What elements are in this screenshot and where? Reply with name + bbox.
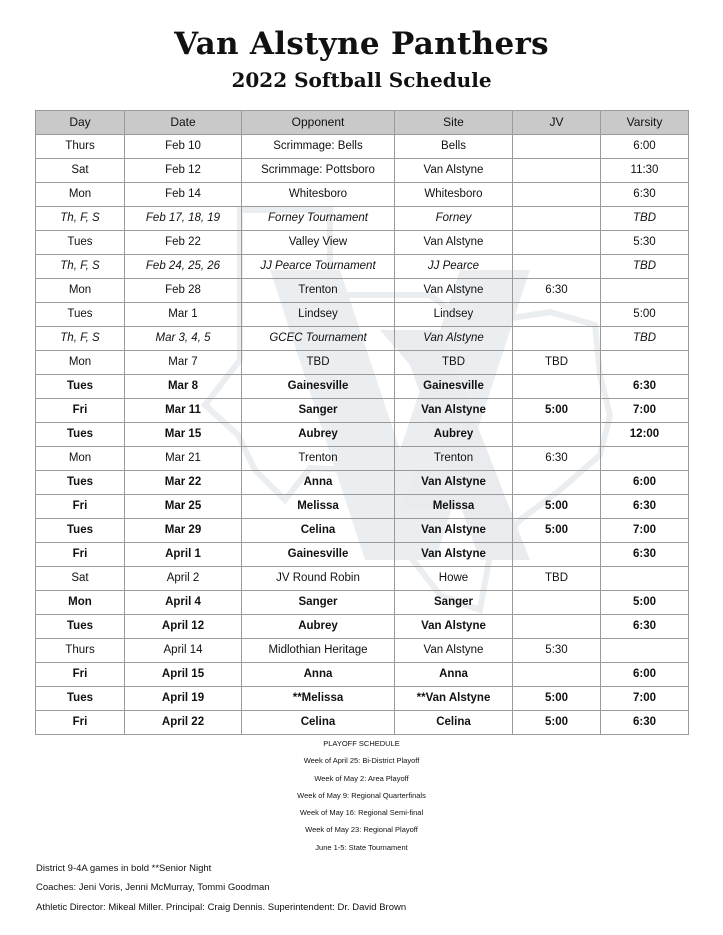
day-cell: Mon [36,183,125,207]
jv-time-cell [513,231,601,255]
site-cell: Van Alstyne [395,639,513,663]
date-cell: April 1 [125,543,242,567]
table-row [36,543,689,567]
coaches-line: Coaches: Jeni Voris, Jenni McMurray, Tommi Goodman [36,882,270,893]
site-cell: TBD [395,351,513,375]
jv-time-cell: 5:00 [513,687,601,711]
jv-time-cell: 5:00 [513,711,601,735]
opponent-cell: GCEC Tournament [242,327,395,351]
varsity-time-cell: 6:00 [601,135,689,159]
day-cell: Tues [36,375,125,399]
varsity-time-cell: 11:30 [601,159,689,183]
opponent-cell: Forney Tournament [242,207,395,231]
site-cell: Trenton [395,447,513,471]
table-row [36,687,689,711]
site-cell: Anna [395,663,513,687]
day-cell: Mon [36,447,125,471]
site-cell: Lindsey [395,303,513,327]
day-cell: Tues [36,303,125,327]
date-cell: Mar 11 [125,399,242,423]
jv-time-cell: 6:30 [513,279,601,303]
varsity-time-cell: 6:00 [601,471,689,495]
varsity-time-cell [601,351,689,375]
jv-time-cell: TBD [513,567,601,591]
date-cell: April 15 [125,663,242,687]
day-cell: Th, F, S [36,255,125,279]
date-cell: Feb 28 [125,279,242,303]
varsity-time-cell: 6:30 [601,183,689,207]
date-cell: Feb 17, 18, 19 [125,207,242,231]
jv-time-cell [513,183,601,207]
varsity-time-cell: 6:00 [601,663,689,687]
table-row [36,495,689,519]
day-cell: Th, F, S [36,327,125,351]
legend-note: District 9-4A games in bold **Senior Night [36,863,212,874]
varsity-time-cell: 5:00 [601,591,689,615]
day-cell: Fri [36,399,125,423]
date-cell: Mar 21 [125,447,242,471]
site-cell: Aubrey [395,423,513,447]
table-row [36,159,689,183]
day-cell: Tues [36,687,125,711]
date-cell: Mar 1 [125,303,242,327]
date-cell: April 19 [125,687,242,711]
jv-time-cell [513,327,601,351]
playoff-item: June 1-5: State Tournament [315,842,408,852]
table-row [36,615,689,639]
varsity-time-cell: 7:00 [601,519,689,543]
site-cell: Forney [395,207,513,231]
administration-line: Athletic Director: Mikeal Miller. Principal: Craig Dennis. Superintendent: Dr. David Brown [36,902,407,913]
jv-time-cell [513,423,601,447]
table-row [36,375,689,399]
opponent-cell: Trenton [242,279,395,303]
date-cell: Mar 29 [125,519,242,543]
page-subtitle: 2022 Softball Schedule [231,68,492,92]
opponent-cell: Anna [242,663,395,687]
date-cell: April 4 [125,591,242,615]
opponent-cell: Gainesville [242,543,395,567]
jv-time-cell [513,255,601,279]
page-title: Van Alstyne Panthers [174,26,549,62]
table-row [36,183,689,207]
varsity-time-cell: 5:30 [601,231,689,255]
varsity-time-cell: 6:30 [601,615,689,639]
varsity-time-cell: 6:30 [601,375,689,399]
table-row [36,447,689,471]
site-cell: Melissa [395,495,513,519]
opponent-cell: Melissa [242,495,395,519]
table-row [36,207,689,231]
opponent-cell: Valley View [242,231,395,255]
date-cell: April 12 [125,615,242,639]
table-row [36,351,689,375]
table-row [36,423,689,447]
day-cell: Thurs [36,135,125,159]
jv-time-cell [513,303,601,327]
varsity-time-cell: TBD [601,255,689,279]
date-cell: April 2 [125,567,242,591]
column-header-date: Date [125,111,242,135]
opponent-cell: **Melissa [242,687,395,711]
date-cell: Feb 24, 25, 26 [125,255,242,279]
varsity-time-cell: TBD [601,207,689,231]
column-header-day: Day [36,111,125,135]
day-cell: Fri [36,543,125,567]
opponent-cell: Scrimmage: Pottsboro [242,159,395,183]
playoff-item: Week of April 25: Bi-District Playoff [303,756,420,766]
site-cell: Whitesboro [395,183,513,207]
opponent-cell: Gainesville [242,375,395,399]
site-cell: Van Alstyne [395,615,513,639]
jv-time-cell [513,375,601,399]
table-row [36,519,689,543]
opponent-cell: Midlothian Heritage [242,639,395,663]
jv-time-cell: 5:00 [513,519,601,543]
opponent-cell: Anna [242,471,395,495]
varsity-time-cell [601,279,689,303]
date-cell: April 14 [125,639,242,663]
site-cell: Van Alstyne [395,543,513,567]
playoff-item: Week of May 16: Regional Semi-final [299,808,424,818]
column-header-site: Site [395,111,513,135]
varsity-time-cell: 12:00 [601,423,689,447]
jv-time-cell: 5:00 [513,399,601,423]
date-cell: Mar 22 [125,471,242,495]
day-cell: Sat [36,567,125,591]
table-row [36,399,689,423]
table-header-row [36,111,689,135]
table-row [36,711,689,735]
date-cell: Feb 14 [125,183,242,207]
opponent-cell: Sanger [242,399,395,423]
day-cell: Mon [36,279,125,303]
site-cell: Sanger [395,591,513,615]
table-row [36,567,689,591]
opponent-cell: Trenton [242,447,395,471]
day-cell: Tues [36,615,125,639]
opponent-cell: JV Round Robin [242,567,395,591]
opponent-cell: Aubrey [242,423,395,447]
jv-time-cell [513,207,601,231]
jv-time-cell: TBD [513,351,601,375]
site-cell: Celina [395,711,513,735]
day-cell: Mon [36,351,125,375]
date-cell: April 22 [125,711,242,735]
playoff-item: Week of May 23: Regional Playoff [305,825,418,835]
jv-time-cell: 5:00 [513,495,601,519]
site-cell: Van Alstyne [395,327,513,351]
site-cell: Van Alstyne [395,231,513,255]
opponent-cell: Aubrey [242,615,395,639]
site-cell: Van Alstyne [395,519,513,543]
day-cell: Mon [36,591,125,615]
opponent-cell: Whitesboro [242,183,395,207]
day-cell: Sat [36,159,125,183]
site-cell: Van Alstyne [395,159,513,183]
date-cell: Mar 25 [125,495,242,519]
site-cell: Van Alstyne [395,279,513,303]
table-row [36,279,689,303]
date-cell: Mar 3, 4, 5 [125,327,242,351]
jv-time-cell [513,471,601,495]
site-cell: Bells [395,135,513,159]
opponent-cell: Scrimmage: Bells [242,135,395,159]
varsity-time-cell [601,447,689,471]
column-header-varsity: Varsity [601,111,689,135]
site-cell: Van Alstyne [395,399,513,423]
jv-time-cell: 5:30 [513,639,601,663]
day-cell: Tues [36,231,125,255]
table-row [36,303,689,327]
day-cell: Fri [36,711,125,735]
opponent-cell: Sanger [242,591,395,615]
playoff-schedule [0,738,723,859]
day-cell: Th, F, S [36,207,125,231]
opponent-cell: Lindsey [242,303,395,327]
playoff-item: Week of May 9: Regional Quarterfinals [297,790,426,800]
site-cell: Van Alstyne [395,471,513,495]
varsity-time-cell: 6:30 [601,543,689,567]
date-cell: Mar 15 [125,423,242,447]
day-cell: Tues [36,519,125,543]
table-row [36,135,689,159]
varsity-time-cell [601,639,689,663]
date-cell: Mar 8 [125,375,242,399]
playoff-item: Week of May 2: Area Playoff [314,773,409,783]
day-cell: Fri [36,495,125,519]
date-cell: Mar 7 [125,351,242,375]
varsity-time-cell: 6:30 [601,495,689,519]
playoff-heading: PLAYOFF SCHEDULE [323,739,400,748]
day-cell: Thurs [36,639,125,663]
opponent-cell: Celina [242,519,395,543]
day-cell: Fri [36,663,125,687]
varsity-time-cell: 7:00 [601,399,689,423]
jv-time-cell [513,135,601,159]
date-cell: Feb 10 [125,135,242,159]
varsity-time-cell: 5:00 [601,303,689,327]
table-row [36,231,689,255]
table-row [36,591,689,615]
site-cell: **Van Alstyne [395,687,513,711]
site-cell: Gainesville [395,375,513,399]
varsity-time-cell: TBD [601,327,689,351]
opponent-cell: TBD [242,351,395,375]
jv-time-cell [513,159,601,183]
table-row [36,471,689,495]
table-row [36,663,689,687]
site-cell: Howe [395,567,513,591]
jv-time-cell [513,591,601,615]
table-row [36,255,689,279]
day-cell: Tues [36,471,125,495]
varsity-time-cell [601,567,689,591]
opponent-cell: JJ Pearce Tournament [242,255,395,279]
site-cell: JJ Pearce [395,255,513,279]
column-header-jv: JV [513,111,601,135]
column-header-opponent: Opponent [242,111,395,135]
jv-time-cell [513,663,601,687]
varsity-time-cell: 7:00 [601,687,689,711]
table-row [36,327,689,351]
table-row [36,639,689,663]
jv-time-cell [513,543,601,567]
date-cell: Feb 12 [125,159,242,183]
jv-time-cell: 6:30 [513,447,601,471]
opponent-cell: Celina [242,711,395,735]
schedule-table [35,110,689,735]
day-cell: Tues [36,423,125,447]
date-cell: Feb 22 [125,231,242,255]
jv-time-cell [513,615,601,639]
varsity-time-cell: 6:30 [601,711,689,735]
